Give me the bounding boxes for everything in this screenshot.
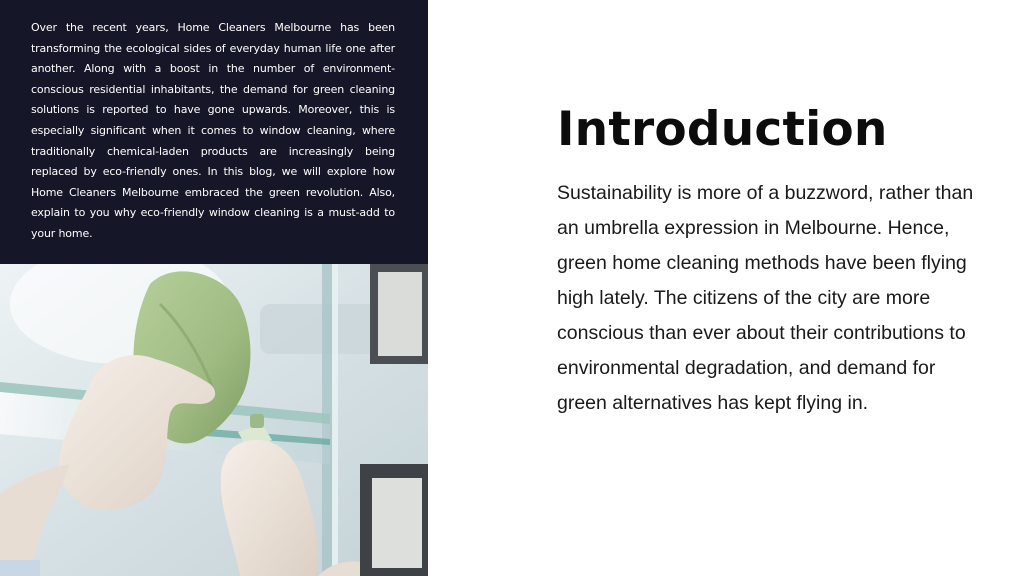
page-title: Introduction	[557, 102, 888, 157]
cleaning-photo	[0, 264, 428, 576]
intro-text-panel	[0, 0, 428, 264]
gloved-hands-cleaning-glass-icon	[0, 264, 428, 576]
intro-body: Sustainability is more of a buzzword, rather than an umbrella expression in Melbourne. Hence, green home cleaning methods have been flying high lately. The citizens of the city are more conscious than ever about their contributions to environmental degradation, and demand for green alternatives has kept flying in.	[557, 182, 974, 414]
intro-paragraph: Over the recent years, Home Cleaners Melbourne has been transforming the ecological sides of everyday human life one after another. Along with a boost in the number of environment-conscious residential inhabitants, the demand for green cleaning solutions is reported to have gone upwards. Moreover, this is especially significant when it comes to window cleaning, where traditionally chemical-laden products are increasingly being replaced by eco-friendly ones. In this blog, we will explore how Home Cleaners Melbourne embraced the green revolution. Also, explain to you why eco-friendly window cleaning is a must-add to your home.	[31, 21, 395, 240]
